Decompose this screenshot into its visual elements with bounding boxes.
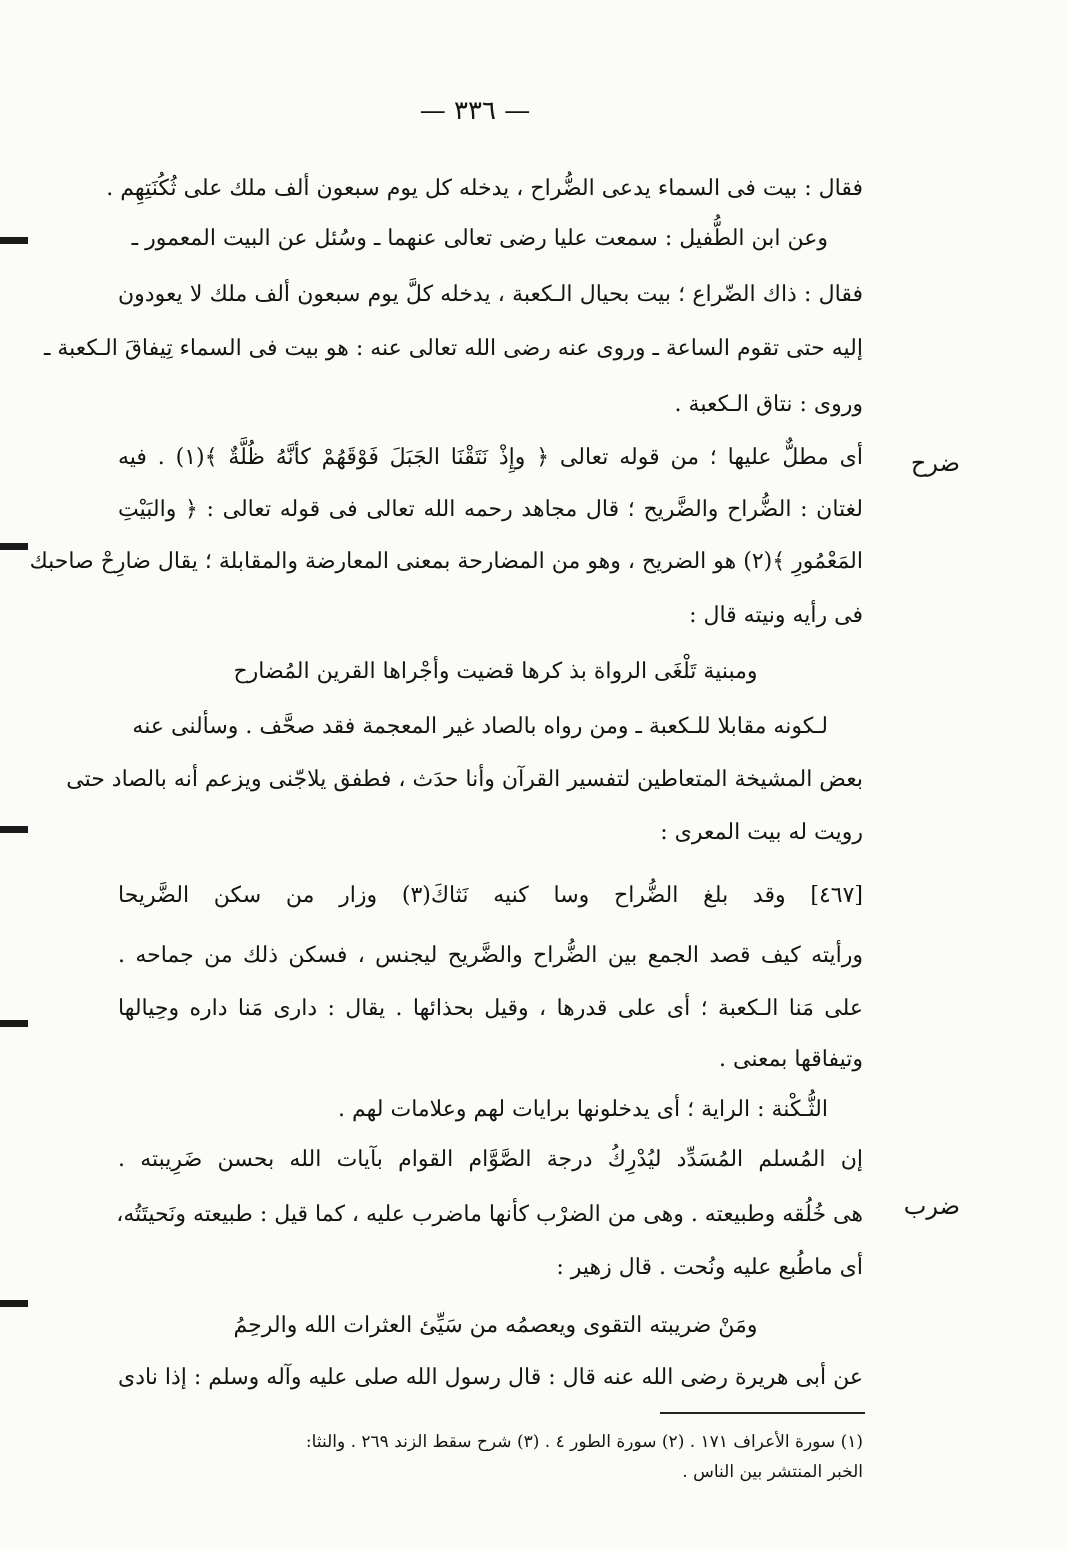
text-line: أى ماطُبع عليه ونُحت . قال زهير : [556,1255,863,1280]
text-line: لـكونه مقابلا للـكعبة ـ ومن رواه بالصاد غير المعجمة فقد صحَّف . وسألنى عنه [132,714,828,739]
text-line: إليه حتى تقوم الساعة ـ وروى عنه رضى الله تعالى عنه : هو بيت فى السماء تِيفاقَ الـكعبة ـ [43,336,863,361]
edge-mark [0,1020,28,1027]
text-line: الثُّـكْنة : الراية ؛ أى يدخلونها برايات لهم وعلامات لهم . [338,1097,828,1122]
edge-mark [0,237,28,244]
footnote-line: (١) سورة الأعراف ١٧١ . (٢) سورة الطور ٤ . (٣) شرح سقط الزند ٢٦٩ . والنثا: [305,1432,863,1452]
text-line: فقال : ذاك الضّراع ؛ بيت بحيال الـكعبة ، يدخله كلَّ يوم سبعون ألف ملك لا يعودون [118,282,863,307]
edge-mark [0,1300,28,1307]
text-line: رويت له بيت المعرى : [660,820,863,845]
text-line: هى خُلُقه وطبيعته . وهى من الضرْب كأنها ماضرب عليه ، كما قيل : طبيعته ونَحيتَتُه، [116,1202,863,1227]
text-line: بعض المشيخة المتعاطين لتفسير القرآن وأنا حدَث ، فطفق يلاجّنى ويزعم أنه بالصاد حتى [66,767,863,792]
text-line: عن أبى هريرة رضى الله عنه قال : قال رسول الله صلى عليه وآله وسلم : إذا نادى [118,1365,863,1390]
text-line: على مَنا الـكعبة ؛ أى على قدرها ، وقيل بحذائها . يقال : دارى مَنا داره وحِيالها [118,996,863,1021]
text-line: فقال : بيت فى السماء يدعى الضُّراح ، يدخله كل يوم سبعون ألف ملك على ثُكُنَتِهِم . [106,176,863,201]
edge-mark [0,543,28,550]
margin-headword-darh: ضرح [910,449,960,477]
page-number: — ٣٣٦ — [419,96,531,126]
text-line: أى مطلٌّ عليها ؛ من قوله تعالى ﴿ وإِذْ نَتَقْنَا الجَبَلَ فَوْقَهُمْ كأنَّهُ ظُلَّةٌ ﴾(١) . فيه [118,445,863,470]
text-line: إن المُسلم المُسَدِّد ليُدْرِكُ درجة الصَّوَّام القوام بآيات الله بحسن ضَرِيبته . [118,1147,863,1172]
margin-headword-darb: ضرب [903,1192,960,1220]
text-line: فى رأيه ونيته قال : [689,603,863,628]
text-line: المَعْمُورِ ﴾(٢) هو الضريح ، وهو من المضارحة بمعنى المعارضة والمقابلة ؛ يقال ضارِحْ صاحبك [29,549,863,574]
text-line: وعن ابن الطُّفيل : سمعت عليا رضى تعالى عنهما ـ وسُئل عن البيت المعمور ـ [131,226,828,251]
footnote-rule [660,1412,865,1414]
text-line: وتيفاقها بمعنى . [719,1047,863,1072]
text-line: لغتان : الضُّراح والضَّريح ؛ قال مجاهد رحمه الله تعالى فى قوله تعالى : ﴿ والبَيْتِ [118,497,863,522]
verse-line: ومبنية تَلْغَى الرواة بذ كرها قضيت وأجْراها القرين المُضارح [233,659,758,684]
text-line: ورأيته كيف قصد الجمع بين الضُّراح والضَّريح ليجنس ، فسكن ذلك من جماحه . [118,943,863,968]
edge-mark [0,826,28,833]
text-line: وروى : نتاق الـكعبة . [674,392,863,417]
verse-line: ومَنْ ضريبته التقوى ويعصمُه من سَيِّئ العثرات الله والرحِمُ [233,1313,758,1338]
verse-line: [٤٦٧] وقد بلغ الضُّراح وسا كنيه نَثاكَ(٣) وزار من سكن الضَّريحا [118,883,863,908]
footnote-line: الخبر المنتشر بين الناس . [682,1462,863,1482]
